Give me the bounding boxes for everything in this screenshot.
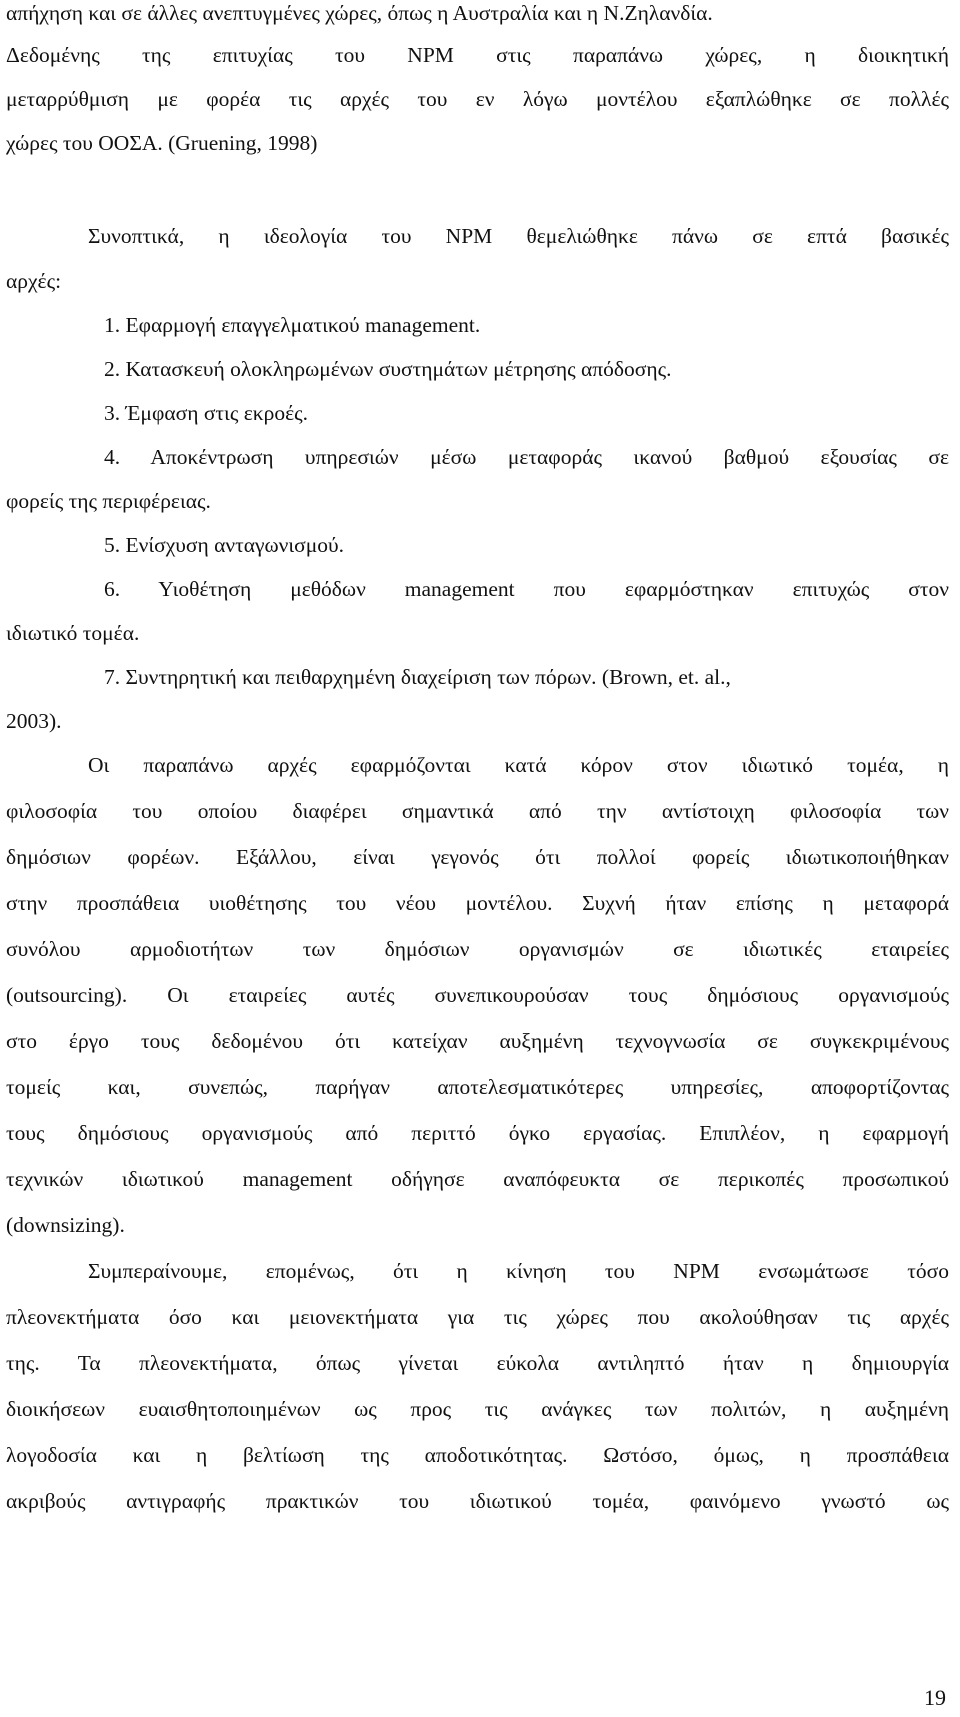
list-item: 5. Ενίσχυση ανταγωνισμού. [104, 533, 345, 557]
list-item-continuation: 2003). [6, 709, 62, 733]
list-item: 2. Κατασκευή ολοκληρωμένων συστημάτων μέτρησης απόδοσης. [104, 357, 672, 381]
text-line: δημόσιων φορέων. Εξάλλου, είναι γεγονός ότι πολλοί φορείς ιδιωτικοποιήθηκαν [6, 845, 949, 869]
text-line: της. Τα πλεονεκτήματα, όπως γίνεται εύκολα αντιληπτό ήταν η δημιουργία [6, 1351, 949, 1375]
list-item: 1. Εφαρμογή επαγγελματικού management. [104, 313, 481, 337]
text-line: μεταρρύθμιση με φορέα τις αρχές του εν λόγω μοντέλου εξαπλώθηκε σε πολλές [6, 87, 949, 111]
text-line: συνόλου αρμοδιοτήτων των δημόσιων οργανισμών σε ιδιωτικές εταιρείες [6, 937, 949, 961]
text-line: λογοδοσία και η βελτίωση της αποδοτικότητας. Ωστόσο, όμως, η προσπάθεια [6, 1443, 949, 1467]
text-line: (downsizing). [6, 1213, 125, 1237]
text-line: αρχές: [6, 269, 62, 293]
text-line: στο έργο τους δεδομένου ότι κατείχαν αυξημένη τεχνογνωσία σε συγκεκριμένους [6, 1029, 949, 1053]
list-item: 4. Αποκέντρωση υπηρεσιών μέσω μεταφοράς ικανού βαθμού εξουσίας σε [104, 445, 949, 469]
text-line: πλεονεκτήματα όσο και μειονεκτήματα για τις χώρες που ακολούθησαν τις αρχές [6, 1305, 949, 1329]
list-item-continuation: ιδιωτικό τομέα. [6, 621, 140, 645]
text-line: τομείς και, συνεπώς, παρήγαν αποτελεσματικότερες υπηρεσίες, αποφορτίζοντας [6, 1075, 949, 1099]
text-line: διοικήσεων ευαισθητοποιημένων ως προς τις ανάγκες των πολιτών, η αυξημένη [6, 1397, 949, 1421]
text-line: Συνοπτικά, η ιδεολογία του NPM θεμελιώθηκε πάνω σε επτά βασικές [88, 224, 949, 248]
text-line: Οι παραπάνω αρχές εφαρμόζονται κατά κόρον στον ιδιωτικό τομέα, η [88, 753, 949, 777]
text-line: τους δημόσιους οργανισμούς από περιττό όγκο εργασίας. Επιπλέον, η εφαρμογή [6, 1121, 949, 1145]
page-number: 19 [924, 1685, 946, 1710]
text-line: απήχηση και σε άλλες ανεπτυγμένες χώρες, όπως η Αυστραλία και η Ν.Ζηλανδία. [6, 1, 713, 25]
text-line: στην προσπάθεια υιοθέτησης του νέου μοντέλου. Συχνή ήταν επίσης η μεταφορά [6, 891, 949, 915]
text-line: (outsourcing). Οι εταιρείες αυτές συνεπικουρούσαν τους δημόσιους οργανισμούς [6, 983, 949, 1007]
list-item: 6. Υιοθέτηση μεθόδων management που εφαρμόστηκαν επιτυχώς στον [104, 577, 949, 601]
text-line: φιλοσοφία του οποίου διαφέρει σημαντικά από την αντίστοιχη φιλοσοφία των [6, 799, 949, 823]
text-line: τεχνικών ιδιωτικού management οδήγησε αναπόφευκτα σε περικοπές προσωπικού [6, 1167, 949, 1191]
list-item: 7. Συντηρητική και πειθαρχημένη διαχείριση των πόρων. (Brown, et. al., [104, 665, 731, 689]
text-line: ακριβούς αντιγραφής πρακτικών του ιδιωτικού τομέα, φαινόμενο γνωστό ως [6, 1489, 949, 1513]
list-item-continuation: φορείς της περιφέρειας. [6, 489, 211, 513]
list-item: 3. Έμφαση στις εκροές. [104, 401, 308, 425]
text-line: Δεδομένης της επιτυχίας του NPM στις παραπάνω χώρες, η διοικητική [6, 43, 949, 67]
text-line: Συμπεραίνουμε, επομένως, ότι η κίνηση του NPM ενσωμάτωσε τόσο [88, 1259, 949, 1283]
text-line: χώρες του ΟΟΣΑ. (Gruening, 1998) [6, 131, 318, 155]
